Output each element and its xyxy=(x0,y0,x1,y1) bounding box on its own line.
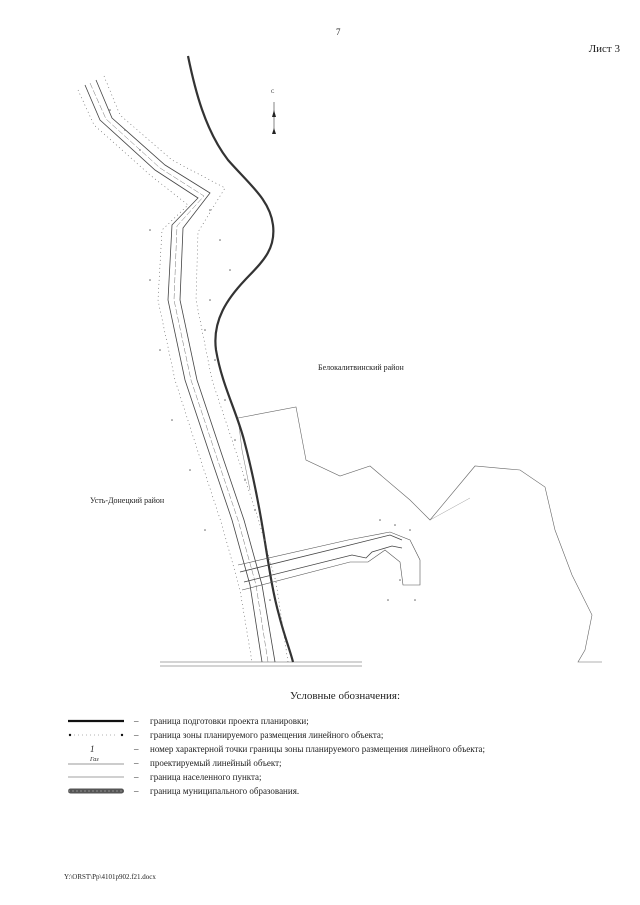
river-boundary xyxy=(188,56,293,662)
legend-text: номер характерной точки границы зоны планируемого размещения линейного объекта; xyxy=(150,744,486,754)
page-number: 7 xyxy=(336,27,341,37)
legend-text: граница муниципального образования. xyxy=(150,786,300,796)
dotted-boundary-icon xyxy=(64,728,128,742)
legend-text: граница подготовки проекта планировки; xyxy=(150,716,309,726)
north-label: С xyxy=(271,90,275,95)
legend xyxy=(64,714,624,798)
point-number-icon: 1 xyxy=(90,744,95,754)
corridor-line-right xyxy=(96,80,275,662)
legend-row: – граница зоны планируемого размещения линейного объекта; xyxy=(64,728,624,742)
file-path: Y:\ORST\Pp\4101p902.f21.docx xyxy=(64,873,156,881)
legend-text: граница населенного пункта; xyxy=(150,772,262,782)
legend-text: граница зоны планируемого размещения линейного объекта; xyxy=(150,730,384,740)
legend-row: – граница подготовки проекта планировки; xyxy=(64,714,624,728)
legend-title: Условные обозначения: xyxy=(290,690,401,702)
legend-text: проектируемый линейный объект; xyxy=(150,758,282,768)
zone-boundary-dots xyxy=(78,90,252,662)
legend-row: Газ – проектируемый линейный объект; xyxy=(64,756,624,770)
municipal-boundary-icon xyxy=(64,784,128,798)
legend-row: – граница муниципального образования. xyxy=(64,784,624,798)
corridor-line-left xyxy=(85,85,262,662)
pipeline-axis xyxy=(90,83,268,662)
pipeline-icon: Газ xyxy=(90,757,99,763)
sheet-label: Лист 3 xyxy=(588,43,620,55)
municipal-boundary xyxy=(238,407,602,662)
legend-row: – граница населенного пункта; xyxy=(64,770,624,784)
district-label-ust-donetsky: Усть-Донецкий район xyxy=(90,496,165,505)
thick-line-icon xyxy=(64,714,128,728)
north-arrow-icon xyxy=(272,102,276,134)
thin-line-icon xyxy=(64,770,128,784)
legend-row: 1 – номер характерной точки границы зоны планируемого размещения линейного объекта; xyxy=(64,742,624,756)
zone-boundary-dots xyxy=(104,76,288,662)
district-label-belokalitvinsky: Белокалитвинский район xyxy=(318,363,404,372)
